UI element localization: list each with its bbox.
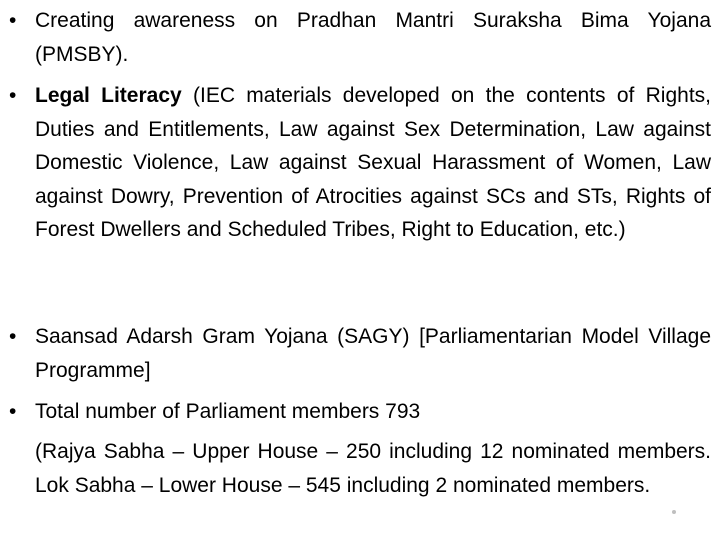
bullet-text: Saansad Adarsh Gram Yojana (SAGY) [Parliamentarian Model Village Programme] [35,325,711,382]
bullet-body: (IEC materials developed on the contents of Rights, Duties and Entitlements, Law against Sex Determination, Law against Domestic Violence, Law against Sexual Harassment of Women, Law against Dowry, Prevention of Atrocities against SCs and STs, Rights of Forest Dwellers and Scheduled Tribes, Right to Education, etc.) [35,84,711,241]
bullet-marker: • [9,400,17,423]
continuation-paragraph: (Rajya Sabha – Upper House – 250 including 12 nominated members. Lok Sabha – Lower House – 545 including 2 nominated members. [35,440,711,497]
bullet-text: Total number of Parliament members 793 [35,400,421,423]
bullet-text: Creating awareness on Pradhan Mantri Suraksha Bima Yojana (PMSBY). [35,9,711,66]
bullet-marker: • [9,84,17,107]
bullet-text [35,79,711,247]
bullet-marker: • [9,9,17,32]
corner-mark [672,510,676,514]
bullet-heading-legal-literacy: Legal Literacy [35,84,182,107]
bullet-marker: • [9,325,17,348]
